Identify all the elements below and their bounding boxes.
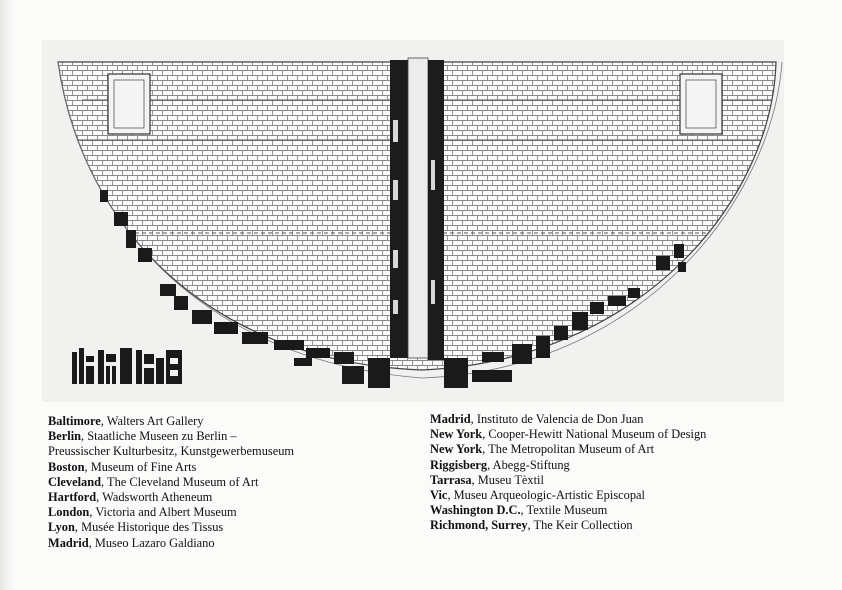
collections-list-left bbox=[48, 414, 418, 551]
collection-entry: Hartford, Wadsworth Atheneum bbox=[48, 490, 213, 505]
collection-entry: New York, Cooper-Hewitt National Museum of Design bbox=[430, 427, 707, 442]
collection-entry: London, Victoria and Albert Museum bbox=[48, 505, 237, 520]
central-dark-band-right bbox=[428, 60, 444, 360]
central-light-band bbox=[408, 58, 428, 358]
collection-entry: Tarrasa, Museu Tèxtil bbox=[430, 472, 544, 487]
collection-entry: Baltimore, Walters Art Gallery bbox=[48, 414, 204, 428]
collection-entry: Madrid, Museo Lazaro Galdiano bbox=[48, 535, 215, 550]
collection-entry: Richmond, Surrey, The Keir Collection bbox=[430, 518, 633, 533]
page-edge-shadow bbox=[0, 0, 14, 590]
central-dark-band-left bbox=[390, 60, 408, 358]
collection-entry: Vic, Museu Arqueologic-Artistic Episcopal bbox=[430, 488, 645, 503]
collection-entry: Boston, Museum of Fine Arts bbox=[48, 459, 197, 474]
collection-entry: Berlin, Staatliche Museen zu Berlin – bbox=[48, 429, 237, 444]
loose-fragment-cluster bbox=[72, 348, 182, 384]
textile-fragments-diagram bbox=[42, 40, 784, 402]
collection-entry: Madrid, Instituto de Valencia de Don Juan bbox=[430, 412, 644, 426]
collection-entry: New York, The Metropolitan Museum of Art bbox=[430, 442, 655, 457]
collection-entry: Lyon, Musée Historique des Tissus bbox=[48, 520, 224, 535]
collection-entry: Cleveland, The Cleveland Museum of Art bbox=[48, 474, 259, 489]
collection-entry-continuation: Preussischer Kulturbesitz, Kunstgewerbemuseum bbox=[48, 444, 295, 459]
collection-entry: Riggisberg, Abegg-Stiftung bbox=[430, 457, 570, 472]
collection-entry: Washington D.C., Textile Museum bbox=[430, 503, 608, 518]
collections-list-right bbox=[430, 412, 830, 534]
